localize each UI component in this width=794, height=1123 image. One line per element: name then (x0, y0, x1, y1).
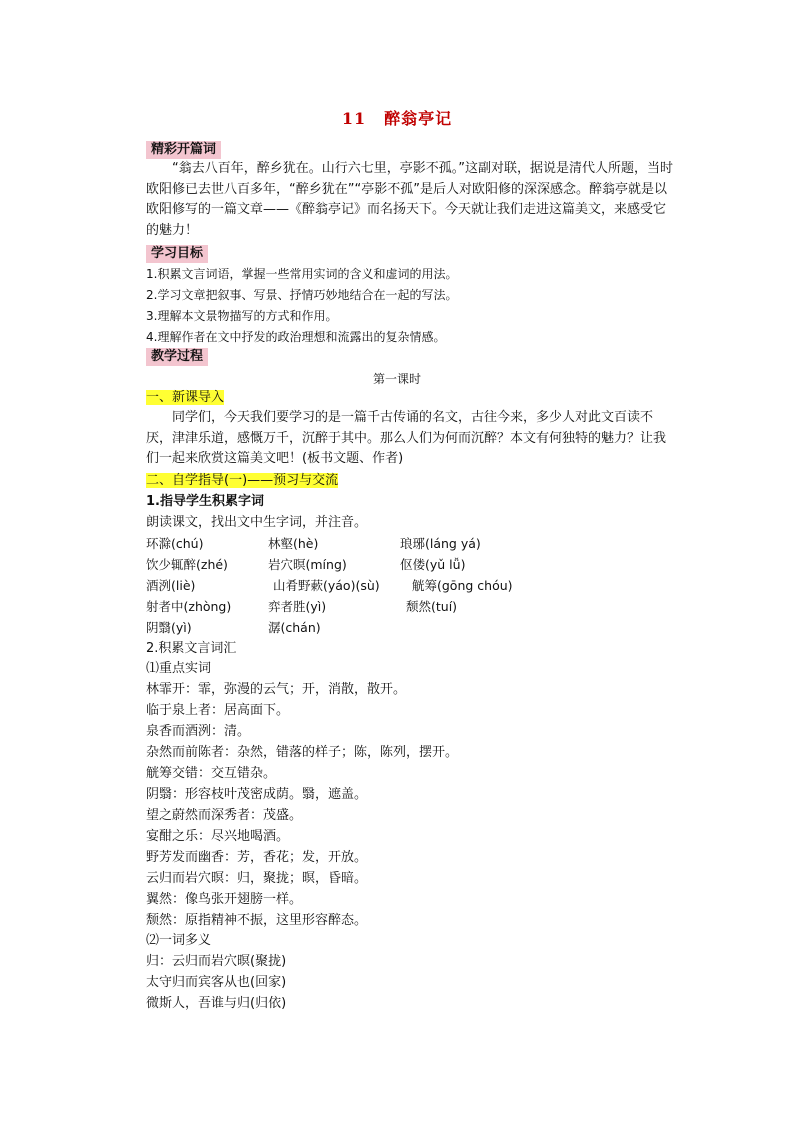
sub2-title: ⑵一词多义 (146, 933, 212, 948)
word-entry: 翼然：像鸟张开翅膀一样。 (146, 892, 303, 907)
word-entry: 林霏开：霏，弥漫的云气；开，消散，散开。 (146, 682, 407, 697)
step2-title: 2.积累文言词汇 (146, 641, 237, 656)
sub1-title: ⑴重点实词 (146, 661, 212, 676)
lesson-title: 醉翁亭记 (384, 109, 453, 128)
process-heading (146, 347, 208, 367)
word-entry: 野芳发而幽香：芳，香花；发，开放。 (146, 850, 368, 865)
goals-tag: 学习目标 (146, 245, 208, 263)
vocab-cell: 潺(chán) (268, 620, 321, 635)
multi-meaning-entry: 归：云归而岩穴暝(聚拢) (146, 954, 287, 969)
vocab-cell: 觥筹(gōng chóu) (412, 578, 513, 593)
part1-title: 一、新课导入 (146, 390, 225, 405)
step1-title: 1.指导学生积累字词 (146, 494, 264, 509)
vocab-cell: 饮少辄醉(zhé) (146, 557, 228, 572)
word-entry: 颓然：原指精神不振，这里形容醉态。 (146, 913, 368, 928)
vocab-cell: 山肴野蔌(yáo)(sù) (273, 578, 380, 593)
part1-paragraph: 同学们，今天我们要学习的是一篇千古传诵的名文，古往今来，多少人对此文百读不厌，津津乐道，感慨万千，沉醉于其中。那么人们为何而沉醉？本文有何独特的魅力？让我们一起来欣赏这篇美文吧！(板书文题、作者) (146, 410, 667, 466)
vocab-cell: 弈者胜(yì) (268, 599, 327, 614)
word-entry: 阴翳：形容枝叶茂密成荫。翳，遮盖。 (146, 787, 368, 802)
vocab-cell: 岩穴暝(míng) (268, 557, 347, 572)
part1-heading (146, 388, 224, 408)
vocab-cell: 环滁(chú) (146, 536, 204, 551)
lesson-number: 11 (341, 109, 367, 128)
step1-text: 朗读课文，找出文中生字词，并注音。 (146, 515, 368, 530)
vocab-cell: 颓然(tuí) (406, 599, 458, 614)
word-entry: 云归而岩穴暝：归，聚拢；暝，昏暗。 (146, 871, 368, 886)
word-entry: 泉香而酒洌：清。 (146, 724, 251, 739)
goal-item: 3.理解本文景物描写的方式和作用。 (146, 309, 338, 323)
goal-item: 1.积累文言词语，掌握一些常用实词的含义和虚词的用法。 (146, 267, 458, 281)
word-entry: 杂然而前陈者：杂然，错落的样子；陈，陈列，摆开。 (146, 745, 459, 760)
word-entry: 觥筹交错：交互错杂。 (146, 766, 277, 781)
part2-heading (146, 471, 338, 491)
vocab-cell: 伛偻(yǔ lǚ) (400, 557, 466, 572)
word-entry: 临于泉上者：居高面下。 (146, 703, 290, 718)
intro-tag: 精彩开篇词 (146, 141, 221, 159)
vocab-cell: 阴翳(yì) (146, 620, 192, 635)
word-entry: 望之蔚然而深秀者：茂盛。 (146, 808, 303, 823)
vocab-cell: 琅琊(láng yá) (400, 536, 481, 551)
intro-heading (146, 140, 221, 160)
goal-item: 4.理解作者在文中抒发的政治理想和流露出的复杂情感。 (146, 330, 446, 344)
goal-item: 2.学习文章把叙事、写景、抒情巧妙地结合在一起的写法。 (146, 288, 458, 302)
page-title (0, 106, 794, 129)
multi-meaning-entry: 微斯人，吾谁与归(归依) (146, 996, 287, 1011)
vocab-cell: 酒洌(liè) (146, 578, 196, 593)
lesson-period: 第一课时 (372, 372, 421, 386)
part2-title: 二、自学指导(一)——预习与交流 (146, 473, 339, 488)
multi-meaning-entry: 太守归而宾客从也(回家) (146, 975, 287, 990)
intro-paragraph: “翁去八百年，醉乡犹在。山行六七里，亭影不孤。”这副对联，据说是清代人所题，当时欧阳修已去世八百多年，“醉乡犹在”“亭影不孤”是后人对欧阳修的深深感念。醉翁亭就是以欧阳修写的一篇文章——《醉翁亭记》而名扬天下。今天就让我们走进这篇美文，来感受它的魅力！ (146, 161, 673, 238)
goals-heading (146, 244, 208, 264)
process-tag: 教学过程 (146, 348, 208, 366)
vocab-cell: 林壑(hè) (268, 536, 319, 551)
word-entry: 宴酣之乐：尽兴地喝酒。 (146, 829, 290, 844)
vocab-cell: 射者中(zhòng) (146, 599, 232, 614)
